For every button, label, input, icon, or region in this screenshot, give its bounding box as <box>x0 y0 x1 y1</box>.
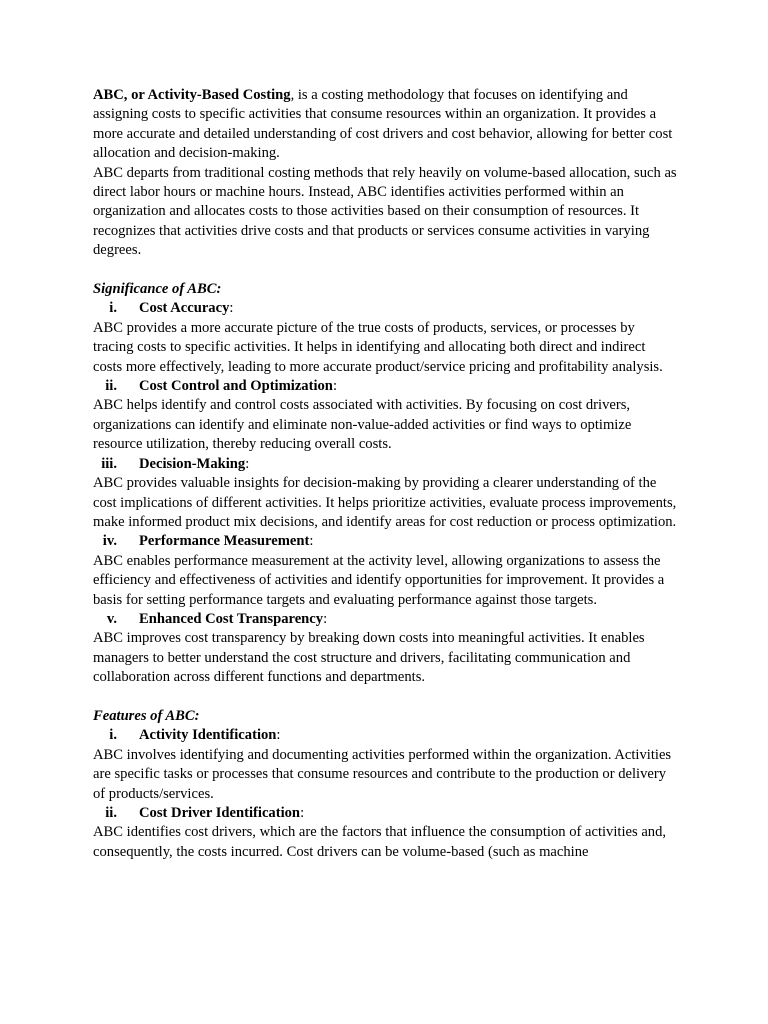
list-item-number: ii. <box>105 378 117 395</box>
list-item-heading <box>93 377 678 396</box>
list-item-body: ABC provides valuable insights for decision-making by providing a clearer understanding of the cost implications of different activities. It helps prioritize activities, evaluate process improvements, make informed product mix decisions, and identify areas for cost reduction or process optimization. <box>93 475 677 530</box>
list-item-heading <box>93 610 678 629</box>
list-item-body: ABC helps identify and control costs associated with activities. By focusing on cost drivers, organizations can identify and eliminate non-value-added activities or find ways to optimize resource utilization, thereby reducing overall costs. <box>93 397 632 453</box>
list-item-heading <box>93 299 678 318</box>
list-item-colon: : <box>300 805 305 821</box>
features-heading: Features of ABC: <box>93 707 200 724</box>
list-item-body: ABC identifies cost drivers, which are the factors that influence the consumption of activities and, consequently, the costs incurred. Cost drivers can be volume-based (such as machine <box>93 824 667 860</box>
intro-paragraph-1-text: , is a costing methodology that focuses on identifying and assigning costs to specific activities that consume resources within an organization. It provides a more accurate and detailed understanding of cost drivers and cost behavior, allowing for better cost allocation and decision-making. <box>93 87 673 162</box>
document-page <box>93 86 678 862</box>
list-item-title: Decision-Making <box>139 455 246 472</box>
list-item-colon: : <box>332 378 337 395</box>
list-item-heading <box>93 804 678 823</box>
list-item-body: ABC enables performance measurement at the activity level, allowing organizations to assess the efficiency and effectiveness of activities and identify opportunities for improvement. It provides a basis for setting performance targets and evaluating performance against those targets. <box>93 552 665 608</box>
list-item-heading <box>93 726 678 745</box>
list-item-title: Activity Identification <box>139 727 277 744</box>
list-item-body: ABC improves cost transparency by breaking down costs into meaningful activities. It enables managers to better understand the cost structure and drivers, facilitating communication and collaboration across different functions and departments. <box>93 630 645 686</box>
list-item-number: iii. <box>101 455 117 472</box>
significance-heading: Significance of ABC: <box>93 281 222 298</box>
features-item <box>93 726 678 804</box>
list-item-number: ii. <box>105 805 117 821</box>
list-item-colon: : <box>323 610 328 627</box>
list-item-body: ABC involves identifying and documenting activities performed within the organization. Activities are specific tasks or processes that consume resources and contribute to the production or delivery of products/services. <box>93 746 672 802</box>
list-item-title: Cost Accuracy <box>139 300 230 317</box>
significance-item <box>93 455 678 533</box>
list-item-colon: : <box>229 300 234 317</box>
intro-paragraph-1 <box>93 86 678 164</box>
list-item-heading <box>93 455 678 474</box>
list-item-number: iv. <box>102 533 117 550</box>
significance-item <box>93 299 678 377</box>
list-item-title: Enhanced Cost Transparency <box>139 610 324 627</box>
list-item-colon: : <box>276 727 281 744</box>
list-item-number: v. <box>106 610 117 627</box>
significance-item <box>93 532 678 610</box>
list-item-number: i. <box>109 300 117 317</box>
list-item-heading <box>93 532 678 551</box>
list-item-body: ABC provides a more accurate picture of the true costs of products, services, or processes by tracing costs to specific activities. It helps in identifying and allocating both direct and indirect costs more effectively, leading to more accurate product/service pricing and profitability analysis. <box>93 319 663 375</box>
intro-paragraph-2: ABC departs from traditional costing methods that rely heavily on volume-based allocation, such as direct labor hours or machine hours. Instead, ABC identifies activities performed within an organization and allocates costs to those activities based on their consumption of resources. It recognizes that activities drive costs and that products or services consume activities in varying degrees. <box>93 164 677 259</box>
list-item-title: Cost Driver Identification <box>139 805 301 821</box>
list-item-colon: : <box>245 455 250 472</box>
list-item-number: i. <box>109 727 117 744</box>
list-item-colon: : <box>309 533 314 550</box>
features-item <box>93 804 678 862</box>
spacer <box>93 688 678 707</box>
spacer <box>93 261 678 280</box>
intro-lead-term: ABC, or Activity-Based Costing <box>93 87 291 103</box>
list-item-title: Performance Measurement <box>139 533 310 550</box>
significance-item <box>93 377 678 455</box>
significance-item <box>93 610 678 688</box>
list-item-title: Cost Control and Optimization <box>139 378 333 395</box>
